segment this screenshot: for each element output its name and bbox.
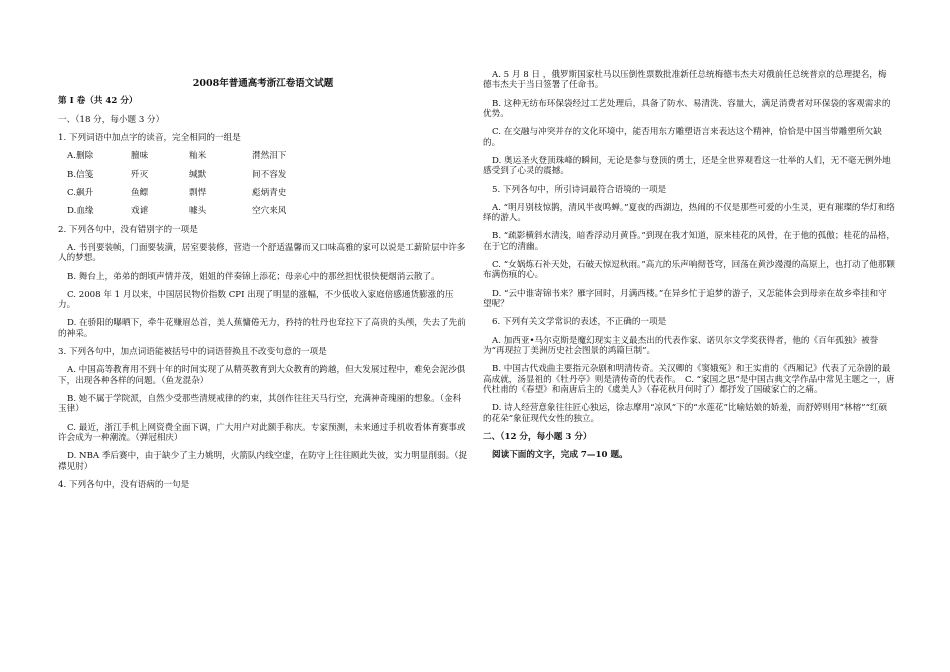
q1-c-4: 彪炳青史 bbox=[252, 187, 287, 198]
q1-option-row-a bbox=[58, 151, 468, 161]
section1-header: 一、（18 分，每小题 3 分） bbox=[58, 114, 165, 125]
q1-c-3: 剽悍 bbox=[189, 187, 207, 198]
q6-option-a: A. 加西亚•马尔克斯是魔幻现实主义最杰出的代表作家、诺贝尔文学奖获得者，他的《百年孤独》被誉为“再现拉丁美洲历史社会图景的鸿篇巨制”。 bbox=[483, 335, 879, 356]
q3-option-c: C. 最近，浙江手机上网资费全面下调，广大用户对此额手称庆。专家预测，未来通过手机收看体育赛事或许会成为一种潮流。（弹冠相庆） bbox=[58, 422, 466, 443]
q2-stem: 2. 下列各句中，没有错别字的一项是 bbox=[58, 224, 198, 235]
reading-instruction: 阅读下面的文字，完成 7—10 题。 bbox=[492, 450, 628, 461]
q1-option-row-b bbox=[58, 170, 468, 180]
q1-option-row-c bbox=[58, 188, 468, 198]
exam-title: 2008年普通高考浙江卷语文试题 bbox=[192, 78, 334, 89]
q1-a-3: 籼米 bbox=[189, 151, 207, 162]
q1-c-2: 鱼鳔 bbox=[131, 187, 149, 198]
q1-a-1: A.删除 bbox=[67, 151, 94, 162]
q4-option-b: B. 这种无纺布环保袋经过工艺处理后，具备了防水、易清洗、容量大，满足消费者对环保袋的客观需求的优势。 bbox=[483, 98, 891, 119]
q5-option-d: D. “云中谁寄锦书来？雁字回时，月满西楼。”在异乡忙于追梦的游子，又怎能体会到母亲在故乡牵挂和守望呢？ bbox=[483, 288, 887, 309]
q2-option-c: C. 2008 年 1 月以来，中国居民物价指数 CPI 出现了明显的涨幅，不少低收入家庭倍感通货膨涨的压力。 bbox=[58, 289, 454, 311]
left-column bbox=[58, 70, 468, 498]
q3-option-a: A. 中国高等教育用不到十年的时间实现了从精英教育到大众教育的跨越，但大发展过程中，难免会泥沙俱下，出现各种各样的问题。（鱼龙混杂） bbox=[58, 365, 466, 386]
q1-b-4: 间不容发 bbox=[252, 169, 287, 180]
q2-option-d: D. 在骄阳的曝晒下，牵牛花赚眉怂首，美人蕉慵倦无力，矜持的牡丹也耷拉下了高贵的头颅，失去了先前的神采。 bbox=[58, 318, 466, 339]
q4-stem: 4. 下列各句中，没有语病的一句是 bbox=[58, 479, 190, 490]
q1-a-2: 膻味 bbox=[131, 151, 149, 162]
q1-b-3: 缄默 bbox=[189, 169, 207, 180]
q2-option-b: B. 舞台上，弟弟的朗顷声情并茂，姐姐的伴奏锦上添花；母亲心中的那丝担忧很快便烟消云散了。 bbox=[67, 271, 440, 282]
q3-option-d: D. NBA 季后赛中，由于缺少了主力姚明，火箭队内线空虚，在防守上往往顾此失彼，实力明显削弱。（捉襟见肘） bbox=[58, 451, 468, 472]
q4-option-d: D. 奥运圣火登顶珠峰的瞬间，无论是参与登顶的勇士，还是全世界观看这一壮举的人们，无不毫无例外地感受到了心灵的震撼。 bbox=[483, 155, 891, 177]
q1-b-2: 歼灭 bbox=[131, 169, 149, 180]
q1-b-1: B.信笺 bbox=[67, 169, 94, 180]
q6-stem: 6. 下列有关文学常识的表述，不正确的一项是 bbox=[492, 317, 667, 328]
q1-d-4: 空穴来风 bbox=[252, 206, 287, 217]
q1-stem: 1. 下列词语中加点字的读音，完全相同的一组是 bbox=[58, 133, 241, 144]
q5-option-a: A. “明月别枝惊鹊，清风半夜鸣蝉。”夏夜的西湖边，热闹的不仅是那些可爱的小生灵，更有璀璨的华灯和络绎的游人。 bbox=[483, 202, 895, 224]
q3-option-b: B. 她不属于学院派，自然少受那些清规戒律的约束，其创作往往天马行空，充满神奇瑰丽的想象。（金科玉律） bbox=[58, 394, 462, 415]
q1-a-4: 潸然泪下 bbox=[252, 151, 287, 162]
q6-option-d: D. 诗人经营意象往往匠心独运，徐志摩用“凉风”下的“水莲花”比喻姑娘的娇羞，而舒婷则用“林榕”“红硕的花朵”象征现代女性的独立。 bbox=[483, 403, 888, 424]
q6-option-b-c: B. 中国古代戏曲主要指元杂剧和明清传奇。关汉卿的《窦娥冤》和王实甫的《西厢记》代表了元杂剧的最高成就，汤显祖的《牡丹亭》则是清传奇的代表作。 C. “家国之思”是中国古典文学作品中常见主题之一，唐代杜甫的《春望》和南唐后主的《虞美人》（春花秋月何时了）都抒发了国破家亡的之痛。 bbox=[483, 364, 895, 395]
section2-header: 二、（12 分，每小题 3 分） bbox=[483, 431, 592, 442]
q5-option-c: C. “女娲炼石补天处，石破天惊逗秋雨。”高亢的乐声响彻苍穹，回荡在黄沙漫漫的高原上，也打动了他那颗布满伤痕的心。 bbox=[483, 260, 895, 281]
part1-header: 第 I 卷（共 42 分） bbox=[58, 96, 138, 107]
q1-d-3: 噱头 bbox=[189, 206, 207, 217]
q1-option-row-d bbox=[58, 206, 468, 216]
q4-option-c: C. 在交融与冲突并存的文化环境中，能否用东方雕塑语言来表达这个精神，恰恰是中国当带雕塑所欠缺的。 bbox=[483, 127, 882, 148]
q5-option-b: B. “疏影横斜水清浅，暗香浮动月黄昏。”到现在我才知道，原来桂花的风骨，在于他的孤傲；桂花的品格，在于它的清幽。 bbox=[483, 231, 895, 252]
q4-option-a: A. 5 月 8 日 ，俄罗斯国家杜马以压倒性票数批准新任总统梅德韦杰夫对俄前任总统普京的总理提名，梅德韦杰夫于当日签署了任命书。 bbox=[483, 70, 887, 91]
q3-stem: 3. 下列各句中，加点词语能被括号中的词语替换且不改变句意的一项是 bbox=[58, 347, 327, 358]
right-column bbox=[483, 70, 895, 468]
q2-option-a: A. 书刊要装帧，门面要装潢，居室要装修，营造一个舒适温馨而又口味高雅的家可以说是工薪阶层中许多人的梦想。 bbox=[58, 242, 466, 264]
q1-d-2: 戏谑 bbox=[131, 206, 149, 217]
q1-d-1: D.血缘 bbox=[67, 206, 94, 217]
q5-stem: 5. 下列各句中，所引诗词最符合语境的一项是 bbox=[492, 184, 667, 195]
q1-c-1: C.飙升 bbox=[67, 187, 94, 198]
